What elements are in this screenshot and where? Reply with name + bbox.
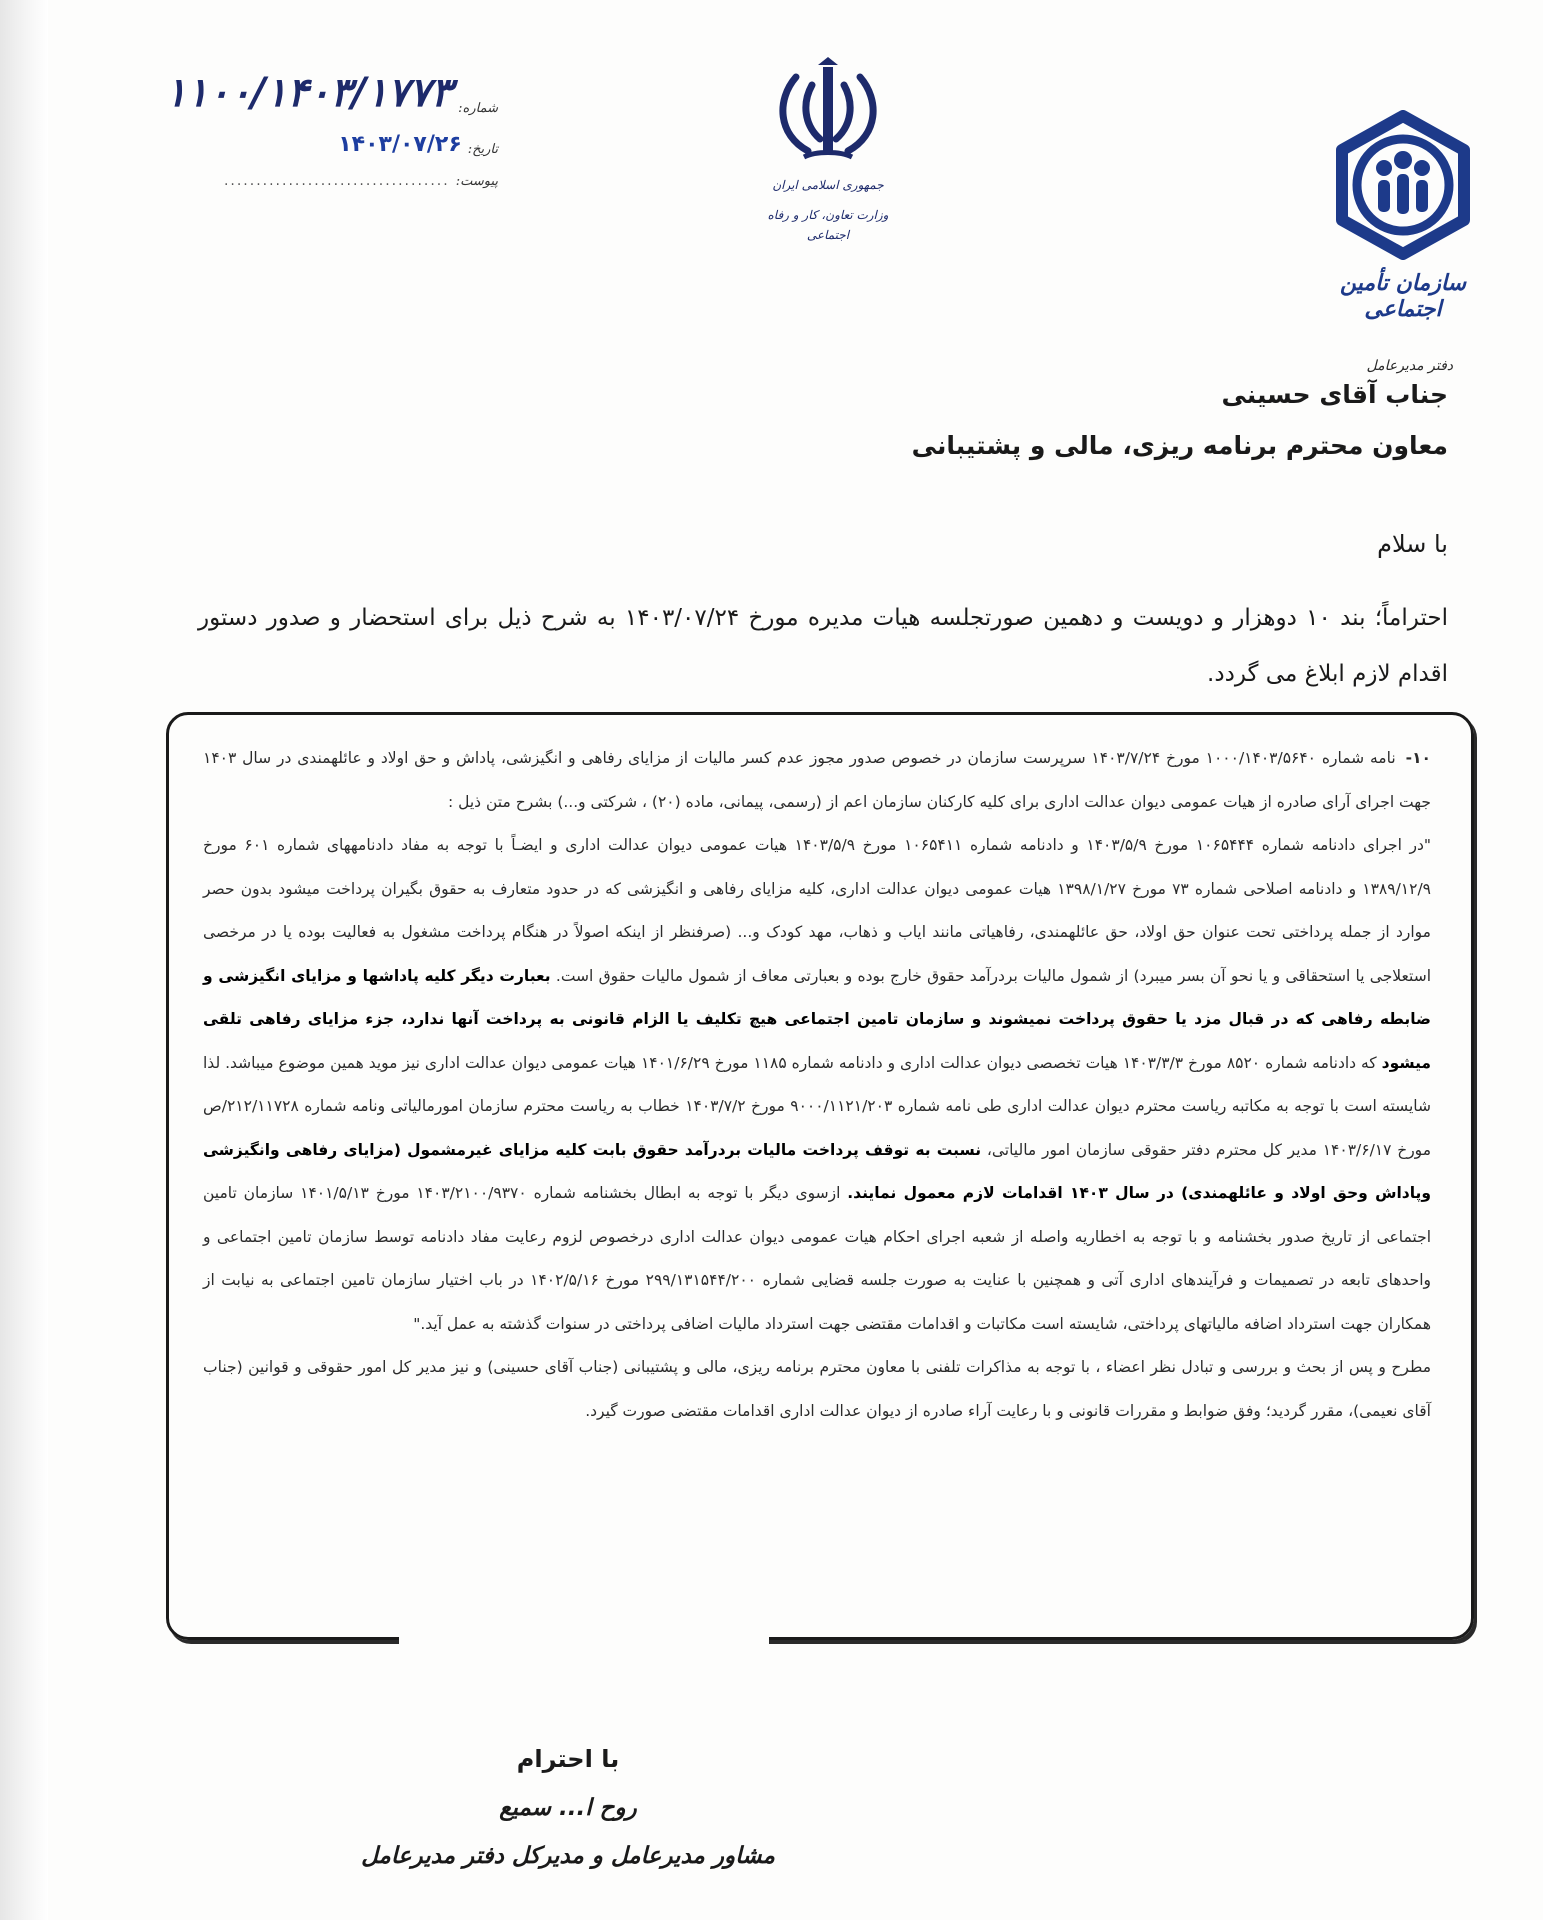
greeting: با سلام <box>1377 530 1448 558</box>
decision-quote-bold-1: بعبارت دیگر کلیه پاداشها و مزایای انگیزشی و ضابطه رفاهی که در قبال مزد یا حقوق پرداخت نمیشوند و سازمان تامین اجتماعی هیچ تکلیف یا الزام قانونی به پرداخت آنها ندارد، جزء مزایای رفاهی تلقی میشود <box>203 966 1432 1072</box>
signatory-name: روح ا... سمیع <box>499 1795 637 1821</box>
organization-office: دفتر مدیرعامل <box>1366 358 1453 374</box>
signature-block <box>318 1745 818 1869</box>
organization-name: سازمان تأمین اجتماعی <box>1339 270 1467 322</box>
number-label: شماره: <box>458 101 498 116</box>
decision-conclusion: مطرح و پس از بحث و بررسی و تبادل نظر اعضاء ، با توجه به مذاکرات تلفنی با معاون محترم برنامه ریزی، مالی و پشتیبانی (جناب آقای حسینی) و نیز مدیر کل امور حقوقی و قوانین (جناب آقای نعیمی)، مقرر گردید؛ وفق ضوابط و مقررات قانونی و با رعایت آراء صادره از دیوان عدالت اداری اقدامات مقتضی صورت گیرد. <box>203 1358 1431 1420</box>
letter-date: ۱۴۰۳/۰۷/۲۶ <box>338 132 462 157</box>
emblem-caption-2: وزارت تعاون، کار و رفاه اجتماعی <box>767 208 889 242</box>
emblem-icon <box>768 55 888 165</box>
attachment-row <box>198 173 498 189</box>
decision-quote-start: "در اجرای دادنامه شماره ۱۰۶۵۴۴۴ مورخ ۱۴۰۳/۵/۹ و دادنامه شماره ۱۰۶۵۴۱۱ مورخ ۱۴۰۳/۵/۹ هیات عمومی دیوان عدالت اداری و ایضـاً با توجه به مفاد دادنامههای شماره ۶۰۱ مورخ ۱۳۸۹/۱۲/۹ و دادنامه اصلاحی شماره ۷۳ مورخ ۱۳۹۸/۱/۲۷ هیات عمومی دیوان عدالت اداری، کلیه مزایای رفاهی و انگیزشی که در حدود متعارف به حقوق بگیران پرداخت میشود بدون حصر موارد از جمله پرداختی تحت عنوان حق اولاد، حق عائلهمندی، رفاهیاتی مانند ایاب و ذهاب، مهد کودک و... (صرفنظر از اینکه اصولاً در هنگام پرداخت مشغول به فعالیت بوده یا در مرخصی استعلاجی یا استحقاقی و یا نحو آن بسر میبرد) از شمول مالیات بردرآمد حقوق خارج بوده و بعبارتی معاف از شمول مالیات حقوق است. <box>203 836 1432 985</box>
date-row <box>198 132 498 157</box>
decision-quote-end: ازسوی دیگر با توجه به ابطال بخشنامه شماره ۱۴۰۳/۲۱۰۰/۹۳۷۰ مورخ ۱۴۰۱/۵/۱۳ سازمان تامین اجتماعی از تاریخ صدور بخشنامه و با توجه به اخطاریه واصله از شعبه اجرای احکام هیات عمومی دیوان عدالت اداری درخصوص لزوم رعایت مفاد دادنامه توسط سازمان تامین اجتماعی و واحدهای تابعه در تصمیمات و فرآیندهای اداری آتی و همچنین با عنایت به صورت جلسه قضایی شماره ۲۹۹/۱۳۱۵۴۴/۲۰۰ مورخ ۱۴۰۲/۵/۱۶ در باب اختیار سازمان تامین اجتماعی به نیابت از همکاران جهت استرداد اضافه مالیاتهای پرداختی، شایسته است مکاتبات و اقدامات مقتضی جهت استرداد مالیات اضافی پرداختی در سنوات گذشته به عمل آید." <box>203 1184 1432 1333</box>
social-security-logo-icon <box>1328 110 1478 260</box>
item-number: ۱۰- <box>1405 749 1431 767</box>
signatory-position: مشاور مدیرعامل و مدیرکل دفتر مدیرعامل <box>361 1843 775 1869</box>
page-left-edge <box>0 0 48 1920</box>
decision-quote-bold-2: نسبت به توقف پرداخت مالیات بردرآمد حقوق بابت کلیه مزایای غیرمشمول (مزایای رفاهی وانگیزشی وپاداش وحق اولاد و عائلهمندی) در سال ۱۴۰۳ اقدامات لازم معمول نمایند. <box>203 1140 1431 1202</box>
addressee-name: جناب آقای حسینی <box>1221 380 1448 409</box>
emblem-caption-1: جمهوری اسلامی ایران <box>772 178 884 192</box>
date-label: تاریخ: <box>467 142 498 157</box>
letter-number: ۱۱۰۰/۱۴۰۳/۱۷۷۳ <box>165 70 453 116</box>
decision-text <box>203 737 1431 1433</box>
letter-meta <box>165 70 498 205</box>
box-border-gap <box>399 1633 769 1645</box>
signature-closing: با احترام <box>516 1745 620 1773</box>
decision-paragraph-1: نامه شماره ۱۰۰۰/۱۴۰۳/۵۶۴۰ مورخ ۱۴۰۳/۷/۲۴ سرپرست سازمان در خصوص صدور مجوز عدم کسر مالیات از مزایای رفاهی و انگیزشی، پاداش و حق اولاد و عائلهمندی در سال ۱۴۰۳ جهت اجرای آرای صادره از هیات عمومی دیوان عدالت اداری برای کلیه کارکنان سازمان اعم از (رسمی، پیمانی، ماده (۲۰) ، شرکتی و...) بشرح متن ذیل : <box>203 749 1431 811</box>
decision-box <box>166 712 1474 1640</box>
organization-logo <box>1303 110 1503 374</box>
decision-quote-middle: که دادنامه شماره ۸۵۲۰ مورخ ۱۴۰۳/۳/۳ هیات تخصصی دیوان عدالت اداری و دادنامه شماره ۱۱۸۵ مورخ ۱۴۰۱/۶/۲۹ هیات عمومی دیوان عدالت اداری نیز موید همین موضوع میباشد. لذا شایسته است با توجه به مکاتبه ریاست محترم دیوان عدالت اداری طی نامه شماره ۹۰۰۰/۱۱۲۱/۲۰۳ مورخ ۱۴۰۳/۷/۲ خطاب به ریاست محترم سازمان امورمالیاتی ونامه شماره ۲۱۲/۱۱۷۲۸/ص مورخ ۱۴۰۳/۶/۱۷ مدیر کل محترم دفتر حقوقی سازمان امور مالیاتی، <box>203 1053 1432 1159</box>
addressee <box>912 380 1448 460</box>
letter-page <box>48 0 1543 1920</box>
intro-paragraph: احتراماً؛ بند ۱۰ دوهزار و دویست و دهمین صورتجلسه هیات مدیره مورخ ۱۴۰۳/۰۷/۲۴ به شرح ذیل برای استحضار و صدور دستور اقدام لازم ابلاغ می گردد. <box>198 605 1449 687</box>
iran-emblem <box>748 55 908 245</box>
addressee-title: معاون محترم برنامه ریزی، مالی و پشتیبانی <box>911 431 1448 460</box>
attachment-value: ................................... <box>223 173 450 189</box>
number-row <box>165 70 498 116</box>
attachment-label: پیوست: <box>455 174 498 189</box>
